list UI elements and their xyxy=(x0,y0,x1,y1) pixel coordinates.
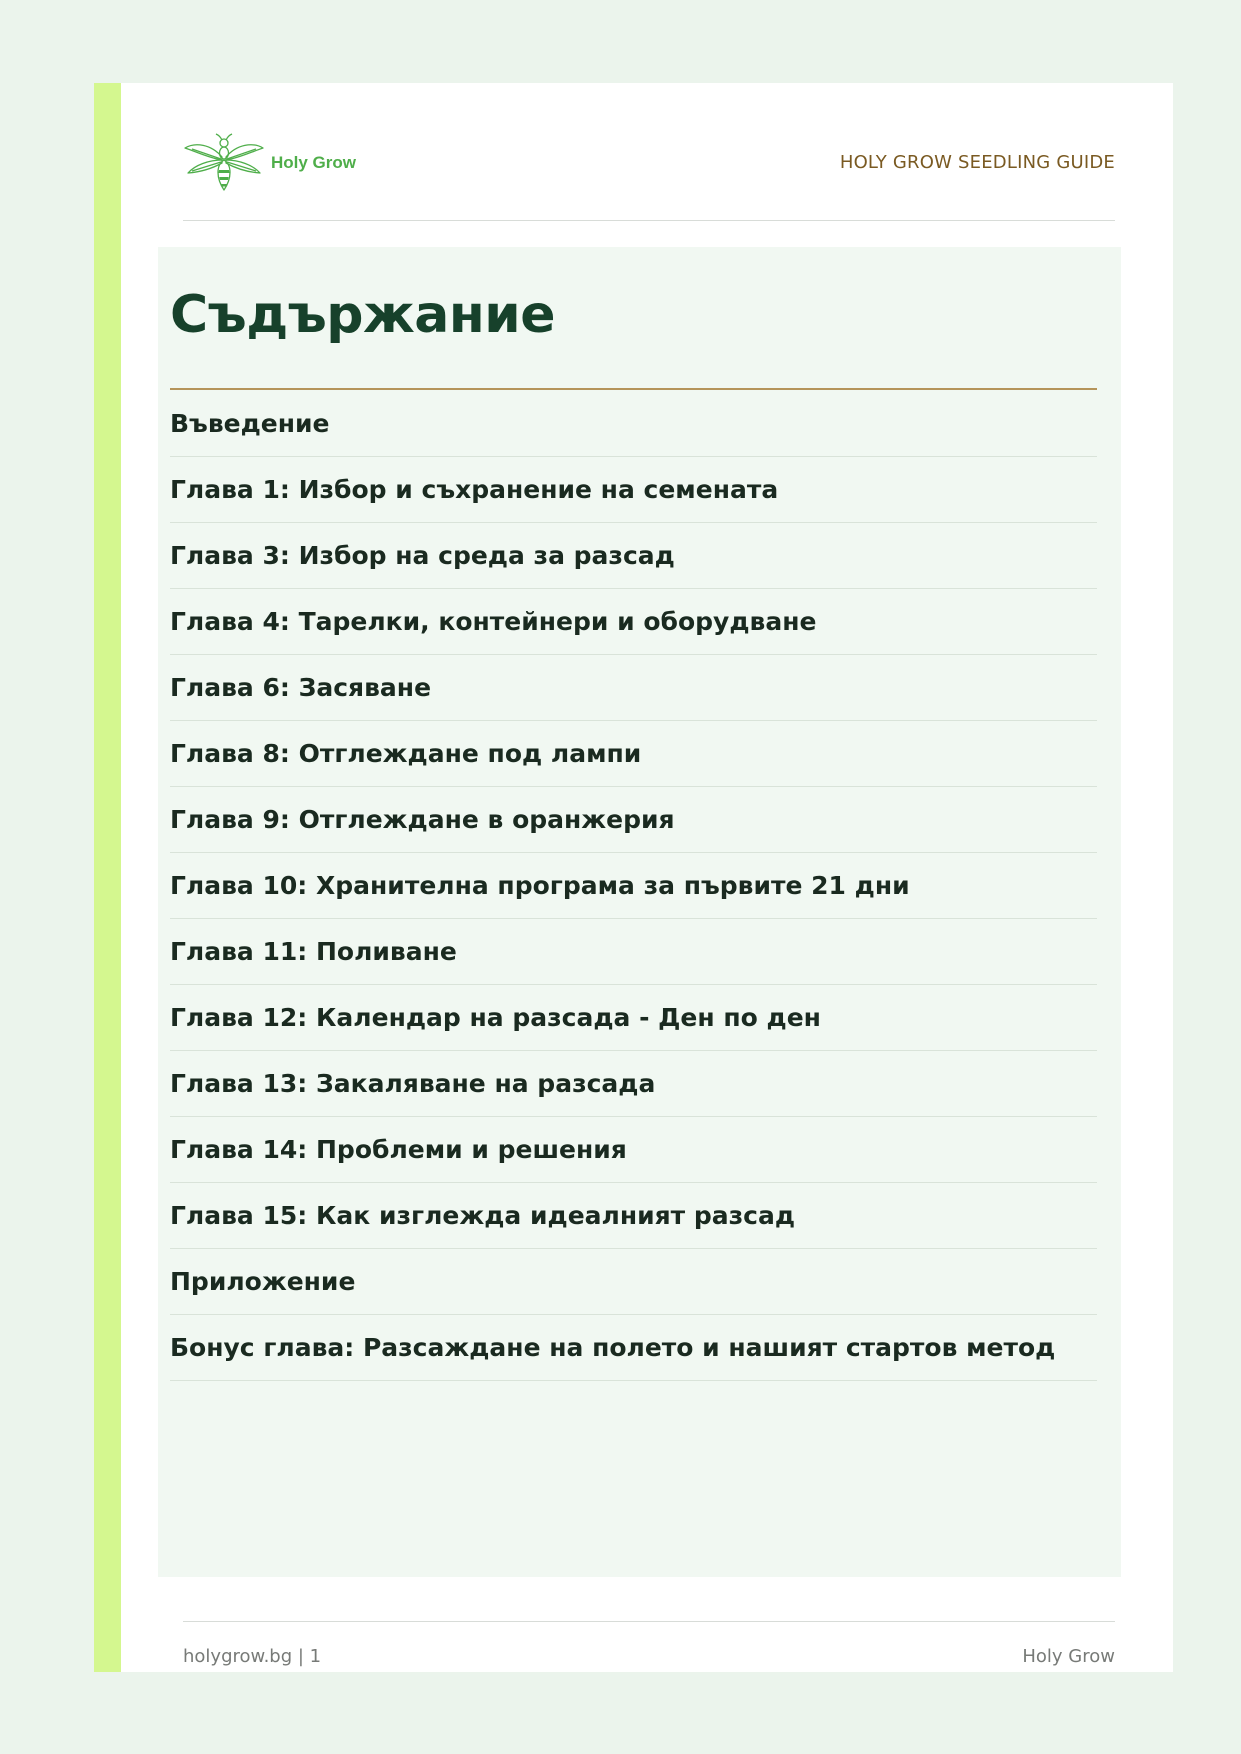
toc-list xyxy=(170,391,1097,1381)
accent-bar xyxy=(94,83,121,1672)
toc-item-chapter-10[interactable]: Глава 10: Хранителна програма за първите 21 дни xyxy=(170,853,1097,919)
toc-item-chapter-8[interactable]: Глава 8: Отглеждане под лампи xyxy=(170,721,1097,787)
logo-text: Holy Grow xyxy=(271,153,357,172)
toc-item-appendix[interactable]: Приложение xyxy=(170,1249,1097,1315)
toc-item-chapter-9[interactable]: Глава 9: Отглеждане в оранжерия xyxy=(170,787,1097,853)
page-header xyxy=(183,128,1115,221)
toc-item-bonus-chapter[interactable]: Бонус глава: Разсаждане на полето и нашият стартов метод xyxy=(170,1315,1097,1381)
document-title: HOLY GROW SEEDLING GUIDE xyxy=(839,152,1115,173)
document-page xyxy=(94,83,1173,1672)
toc-item-chapter-11[interactable]: Глава 11: Поливане xyxy=(170,919,1097,985)
page-footer xyxy=(183,1621,1115,1673)
footer-site-page: holygrow.bg | 1 xyxy=(183,1646,322,1667)
bee-leaf-icon xyxy=(183,132,265,194)
toc-item-chapter-14[interactable]: Глава 14: Проблеми и решения xyxy=(170,1117,1097,1183)
heading-divider xyxy=(170,388,1097,390)
toc-item-chapter-12[interactable]: Глава 12: Календар на разсада - Ден по ден xyxy=(170,985,1097,1051)
toc-heading: Съдържание xyxy=(170,285,555,345)
toc-item-chapter-3[interactable]: Глава 3: Избор на среда за разсад xyxy=(170,523,1097,589)
toc-item-chapter-4[interactable]: Глава 4: Тарелки, контейнери и оборудване xyxy=(170,589,1097,655)
logo xyxy=(183,128,356,198)
footer-brand: Holy Grow xyxy=(1022,1646,1115,1667)
toc-item-chapter-6[interactable]: Глава 6: Засяване xyxy=(170,655,1097,721)
toc-item-chapter-13[interactable]: Глава 13: Закаляване на разсада xyxy=(170,1051,1097,1117)
toc-item-chapter-1[interactable]: Глава 1: Избор и съхранение на семената xyxy=(170,457,1097,523)
toc-item-introduction[interactable]: Въведение xyxy=(170,391,1097,457)
toc-panel xyxy=(158,247,1121,1577)
toc-item-chapter-15[interactable]: Глава 15: Как изглежда идеалният разсад xyxy=(170,1183,1097,1249)
